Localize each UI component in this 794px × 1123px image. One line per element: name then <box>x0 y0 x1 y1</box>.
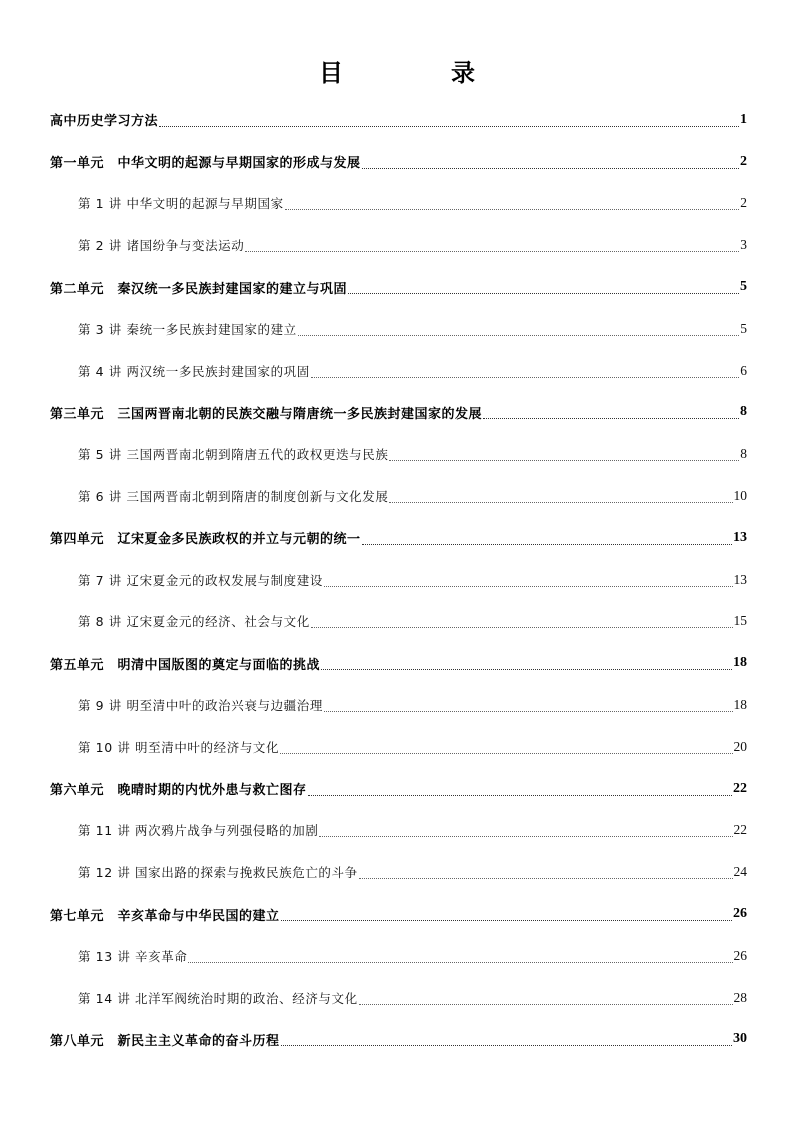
toc-page-number: 18 <box>733 655 747 671</box>
toc-page-number: 8 <box>740 404 747 420</box>
toc-entry-label: 第四单元 辽宋夏金多民族政权的并立与元朝的统一 <box>50 532 361 548</box>
toc-unit-entry[interactable] <box>50 266 747 308</box>
dot-leader <box>280 752 732 754</box>
toc-entry-label: 第 14 讲 北洋军阀统治时期的政治、经济与文化 <box>78 990 358 1006</box>
toc-page-number: 3 <box>740 237 747 253</box>
toc-entry-label: 第一单元 中华文明的起源与早期国家的形成与发展 <box>50 156 361 172</box>
toc-page-number: 22 <box>733 822 747 838</box>
toc-page-number: 8 <box>740 446 747 462</box>
toc-unit-entry[interactable] <box>50 99 747 141</box>
table-of-contents <box>50 99 747 1060</box>
dot-leader <box>483 417 739 419</box>
toc-page-number: 10 <box>733 488 747 504</box>
dot-leader <box>321 668 732 670</box>
toc-entry-label: 第 1 讲 中华文明的起源与早期国家 <box>78 196 284 212</box>
toc-entry-label: 第 6 讲 三国两晋南北朝到隋唐的制度创新与文化发展 <box>78 489 389 505</box>
dot-leader <box>348 292 739 294</box>
toc-page-number: 18 <box>733 697 747 713</box>
toc-page-number: 30 <box>733 1031 747 1047</box>
toc-unit-entry[interactable] <box>50 517 747 559</box>
toc-lesson-entry[interactable] <box>50 475 747 517</box>
toc-page-number: 15 <box>733 613 747 629</box>
toc-entry-label: 第 4 讲 两汉统一多民族封建国家的巩固 <box>78 363 310 379</box>
dot-leader <box>281 919 732 921</box>
page-title: 目 录 <box>319 57 517 87</box>
dot-leader <box>319 835 732 837</box>
toc-entry-label: 第六单元 晚晴时期的内忧外患与救亡图存 <box>50 783 307 799</box>
toc-page-number: 22 <box>733 780 747 796</box>
toc-entry-label: 第 8 讲 辽宋夏金元的经济、社会与文化 <box>78 614 310 630</box>
toc-lesson-entry[interactable] <box>50 350 747 392</box>
toc-lesson-entry[interactable] <box>50 183 747 225</box>
toc-unit-entry[interactable] <box>50 1019 747 1061</box>
toc-lesson-entry[interactable] <box>50 433 747 475</box>
toc-page-number: 26 <box>733 906 747 922</box>
toc-lesson-entry[interactable] <box>50 851 747 893</box>
toc-page-number: 28 <box>733 989 747 1005</box>
toc-entry-label: 第七单元 辛亥革命与中华民国的建立 <box>50 908 280 924</box>
toc-lesson-entry[interactable] <box>50 559 747 601</box>
dot-leader <box>245 250 739 252</box>
toc-page-number: 1 <box>740 111 747 127</box>
toc-unit-entry[interactable] <box>50 141 747 183</box>
dot-leader <box>188 961 732 963</box>
toc-unit-entry[interactable] <box>50 642 747 684</box>
toc-lesson-entry[interactable] <box>50 224 747 266</box>
toc-lesson-entry[interactable] <box>50 977 747 1019</box>
toc-entry-label: 高中历史学习方法 <box>50 114 159 130</box>
toc-lesson-entry[interactable] <box>50 935 747 977</box>
toc-page-number: 5 <box>740 320 747 336</box>
dot-leader <box>324 710 733 712</box>
toc-entry-label: 第 13 讲 辛亥革命 <box>78 948 188 964</box>
toc-entry-label: 第 5 讲 三国两晋南北朝到隋唐五代的政权更迭与民族 <box>78 447 389 463</box>
toc-lesson-entry[interactable] <box>50 601 747 643</box>
toc-entry-label: 第 11 讲 两次鸦片战争与列强侵略的加剧 <box>78 823 319 839</box>
dot-leader <box>362 167 739 169</box>
toc-page-number: 13 <box>733 529 747 545</box>
toc-entry-label: 第 2 讲 诸国纷争与变法运动 <box>78 238 245 254</box>
toc-entry-label: 第 10 讲 明至清中叶的经济与文化 <box>78 739 280 755</box>
toc-lesson-entry[interactable] <box>50 726 747 768</box>
toc-lesson-entry[interactable] <box>50 810 747 852</box>
toc-page-number: 13 <box>733 571 747 587</box>
dot-leader <box>362 543 732 545</box>
dot-leader <box>359 1003 733 1005</box>
dot-leader <box>311 626 733 628</box>
toc-unit-entry[interactable] <box>50 392 747 434</box>
toc-page-number: 6 <box>740 362 747 378</box>
dot-leader <box>359 877 733 879</box>
toc-lesson-entry[interactable] <box>50 684 747 726</box>
toc-entry-label: 第二单元 秦汉统一多民族封建国家的建立与巩固 <box>50 281 348 297</box>
dot-leader <box>159 125 739 127</box>
dot-leader <box>298 334 739 336</box>
dot-leader <box>389 459 739 461</box>
toc-lesson-entry[interactable] <box>50 308 747 350</box>
dot-leader <box>308 794 732 796</box>
toc-entry-label: 第 3 讲 秦统一多民族封建国家的建立 <box>78 321 297 337</box>
toc-entry-label: 第三单元 三国两晋南北朝的民族交融与隋唐统一多民族封建国家的发展 <box>50 406 483 422</box>
toc-unit-entry[interactable] <box>50 893 747 935</box>
dot-leader <box>281 1044 732 1046</box>
toc-page-number: 20 <box>733 738 747 754</box>
toc-page-number: 5 <box>740 279 747 295</box>
toc-entry-label: 第八单元 新民主主义革命的奋斗历程 <box>50 1033 280 1049</box>
toc-page-number: 2 <box>740 153 747 169</box>
toc-unit-entry[interactable] <box>50 768 747 810</box>
dot-leader <box>311 376 739 378</box>
toc-entry-label: 第五单元 明清中国版图的奠定与面临的挑战 <box>50 657 321 673</box>
toc-page-number: 26 <box>733 947 747 963</box>
dot-leader <box>324 585 733 587</box>
toc-entry-label: 第 9 讲 明至清中叶的政治兴衰与边疆治理 <box>78 698 323 714</box>
dot-leader <box>285 208 740 210</box>
toc-entry-label: 第 12 讲 国家出路的探索与挽救民族危亡的斗争 <box>78 865 358 881</box>
dot-leader <box>389 501 732 503</box>
toc-page-number: 2 <box>740 195 747 211</box>
toc-page-number: 24 <box>733 864 747 880</box>
toc-entry-label: 第 7 讲 辽宋夏金元的政权发展与制度建设 <box>78 572 323 588</box>
